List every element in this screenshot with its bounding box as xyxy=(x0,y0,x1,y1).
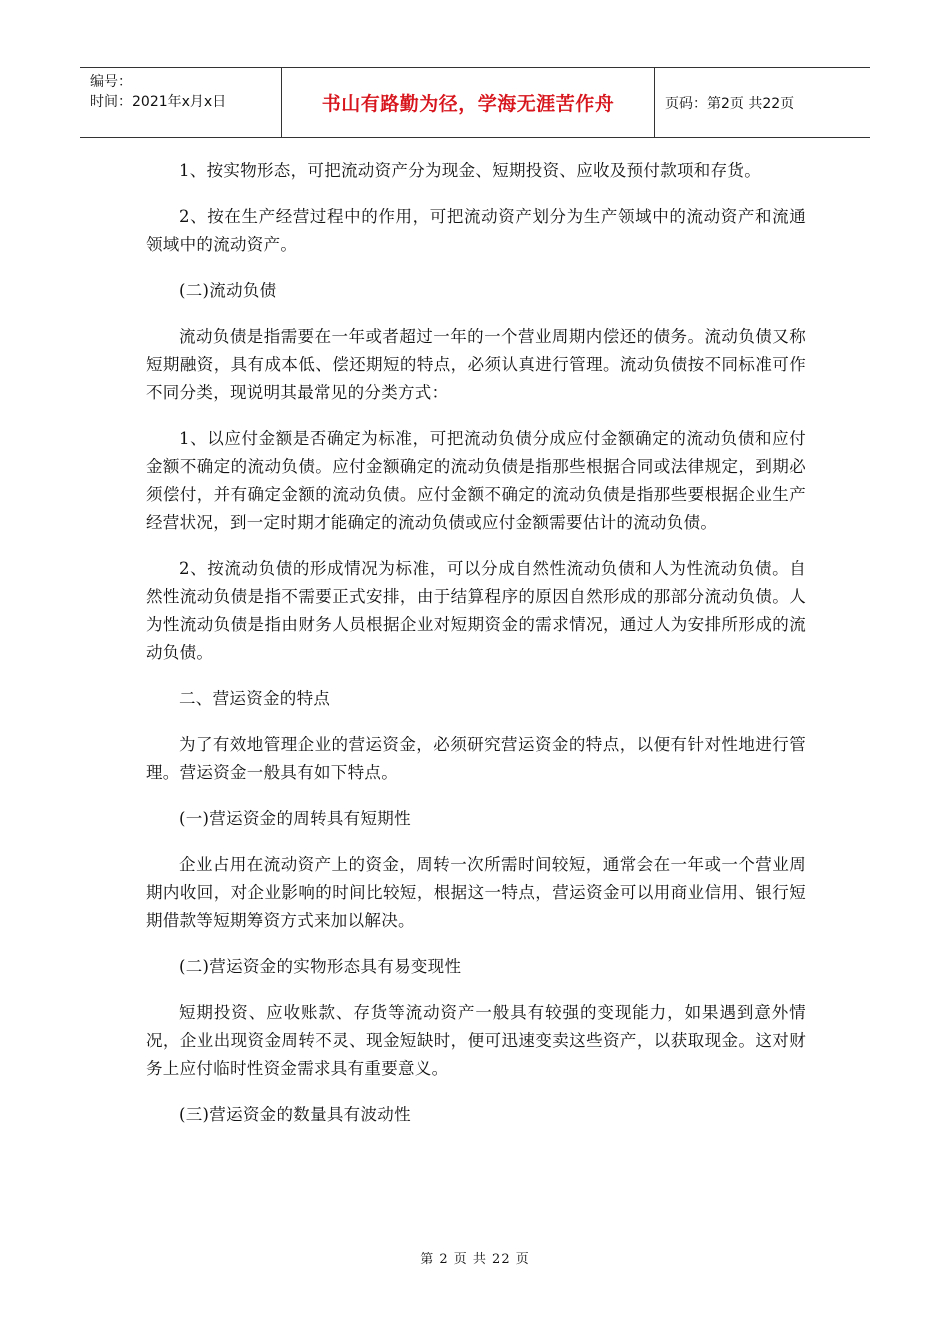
number-label: 编号： xyxy=(90,74,132,90)
paragraph: 1、以应付金额是否确定为标准，可把流动负债分成应付金额确定的流动负债和应付金额不确定的流动负债。应付金额确定的流动负债是指那些根据合同或法律规定，到期必须偿付，并有确定金额的流动负债。应付金额不确定的流动负债是指那些要根据企业生产经营状况，到一定时期才能确定的流动负债或应付金额需要估计的流动负债。 xyxy=(146,429,806,532)
page-footer: 第 2 页 共 22 页 xyxy=(420,1252,530,1267)
paragraph: 短期投资、应收账款、存货等流动资产一般具有较强的变现能力，如果遇到意外情况，企业出现资金周转不灵、现金短缺时，便可迅速变卖这些资产，以获取现金。这对财务上应付临时性资金需求具有重要意义。 xyxy=(146,1003,806,1078)
section-heading: (二)营运资金的实物形态具有易变现性 xyxy=(179,957,462,976)
paragraph: 2、按流动负债的形成情况为标准，可以分成自然性流动负债和人为性流动负债。自然性流动负债是指不需要正式安排，由于结算程序的原因自然形成的那部分流动负债。人为性流动负债是指由财务人员根据企业对短期资金的需求情况，通过人为安排所形成的流动负债。 xyxy=(146,559,806,662)
paragraph: 1、按实物形态，可把流动资产分为现金、短期投资、应收及预付款项和存货。 xyxy=(179,161,761,180)
page-header xyxy=(80,67,870,138)
section-heading: (三)营运资金的数量具有波动性 xyxy=(179,1105,411,1124)
header-meta xyxy=(80,68,282,137)
document-body xyxy=(146,157,806,1147)
paragraph: 2、按在生产经营过程中的作用，可把流动资产划分为生产领域中的流动资产和流通领域中的流动资产。 xyxy=(146,207,806,254)
paragraph: 为了有效地管理企业的营运资金，必须研究营运资金的特点，以便有针对性地进行管理。营运资金一般具有如下特点。 xyxy=(146,735,806,782)
header-motto: 书山有路勤为径，学海无涯苦作舟 xyxy=(282,68,655,137)
paragraph: 企业占用在流动资产上的资金，周转一次所需时间较短，通常会在一年或一个营业周期内收回，对企业影响的时间比较短，根据这一特点，营运资金可以用商业信用、银行短期借款等短期筹资方式来加以解决。 xyxy=(146,855,806,930)
section-heading: (一)营运资金的周转具有短期性 xyxy=(179,809,411,828)
section-heading: (二)流动负债 xyxy=(179,281,277,300)
paragraph: 流动负债是指需要在一年或者超过一年的一个营业周期内偿还的债务。流动负债又称短期融资，具有成本低、偿还期短的特点，必须认真进行管理。流动负债按不同标准可作不同分类，现说明其最常见的分类方式： xyxy=(146,327,806,402)
section-heading: 二、营运资金的特点 xyxy=(179,689,331,708)
time-label: 时间：2021年x月x日 xyxy=(90,94,227,110)
header-page-code: 页码：第2页 共22页 xyxy=(665,95,795,112)
